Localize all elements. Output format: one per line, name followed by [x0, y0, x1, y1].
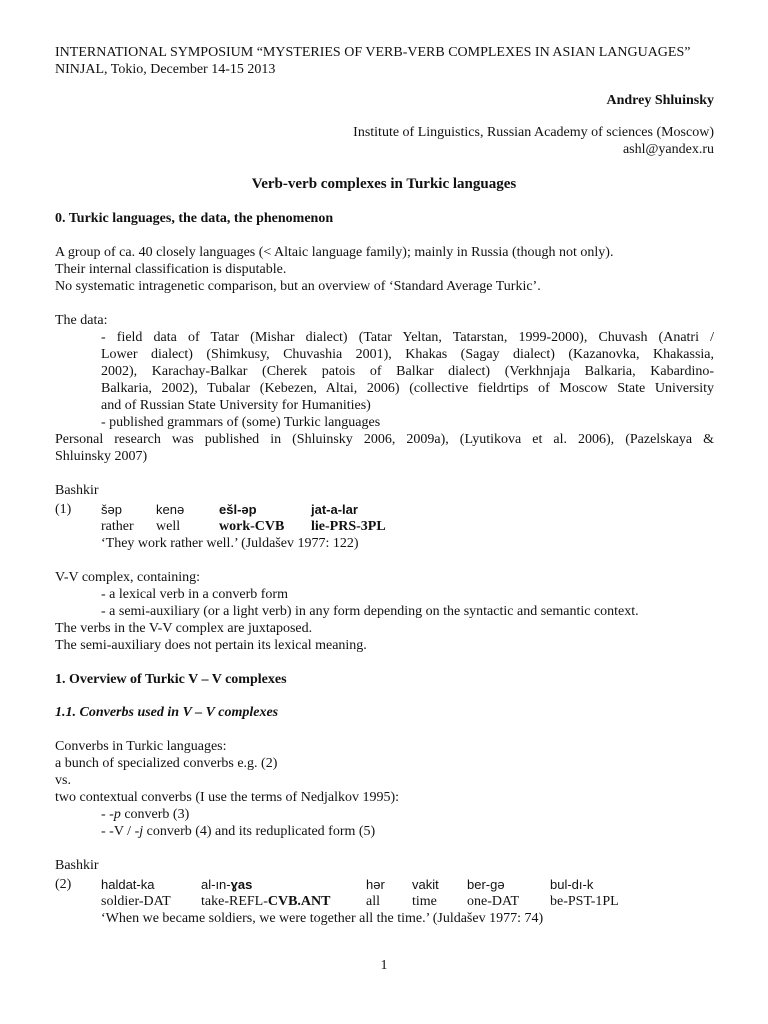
data-line: Lower dialect) (Shimkusy, Chuvashia 2001), Khakas (Sagay dialect) (Kazanovka, Khakassia, [101, 347, 714, 362]
paragraph-line: The verbs in the V-V complex are juxtaposed. [55, 621, 313, 636]
gloss: take-REFL-CVB.ANT [201, 894, 331, 909]
example-word: šəp [101, 502, 122, 517]
example-language: Bashkir [55, 483, 99, 498]
data-label: The data: [55, 313, 108, 328]
list-item: - -V / -j converb (4) and its reduplicated form (5) [101, 824, 376, 839]
gloss: soldier-DAT [101, 894, 171, 909]
example-word: ber-gə [467, 877, 505, 892]
subsection-heading: 1.1. Converbs used in V – V complexes [55, 705, 279, 720]
gloss: all [366, 894, 380, 909]
paragraph-line: Converbs in Turkic languages: [55, 739, 227, 754]
data-line: - published grammars of (some) Turkic languages [101, 415, 381, 430]
example-word: vakit [412, 877, 439, 892]
author-email: ashl@yandex.ru [622, 142, 714, 157]
paragraph-line: vs. [55, 773, 71, 788]
example-word: haldat-ka [101, 877, 155, 892]
gloss: rather [101, 519, 134, 534]
list-item: - -p converb (3) [101, 807, 190, 822]
section-heading: 0. Turkic languages, the data, the phenomenon [55, 211, 334, 226]
example-word: ešl-əp [219, 502, 257, 517]
conference-title: INTERNATIONAL SYMPOSIUM “MYSTERIES OF VERB-VERB COMPLEXES IN ASIAN LANGUAGES” [55, 45, 691, 60]
example-word: hər [366, 877, 385, 892]
paragraph-line: Their internal classification is disputable. [55, 262, 287, 277]
page-number: 1 [380, 958, 388, 973]
author-institute: Institute of Linguistics, Russian Academy of sciences (Moscow) [353, 125, 714, 140]
example-translation: ‘They work rather well.’ (Juldašev 1977: 122) [101, 536, 359, 551]
example-word: kenə [156, 502, 185, 517]
paragraph-line: A group of ca. 40 closely languages (< Altaic language family); mainly in Russia (though not only). [55, 245, 614, 260]
example-number: (2) [55, 877, 72, 892]
paragraph-line: a bunch of specialized converbs e.g. (2) [55, 756, 278, 771]
data-line: and of Russian State University for Humanities) [101, 398, 371, 413]
paragraph-line: Personal research was published in (Shluinsky 2006, 2009a), (Lyutikova et al. 2006), (Pazelskaya & [55, 432, 714, 447]
paragraph-line: No systematic intragenetic comparison, but an overview of ‘Standard Average Turkic’. [55, 279, 541, 294]
gloss: lie-PRS-3PL [311, 519, 386, 534]
gloss: be-PST-1PL [550, 894, 619, 909]
example-language: Bashkir [55, 858, 99, 873]
example-number: (1) [55, 502, 72, 517]
gloss: one-DAT [467, 894, 520, 909]
paragraph-line: The semi-auxiliary does not pertain its lexical meaning. [55, 638, 367, 653]
example-word: bul-dı-k [550, 877, 594, 892]
example-translation: ‘When we became soldiers, we were together all the time.’ (Juldašev 1977: 74) [101, 911, 544, 926]
data-line: 2002), Karachay-Balkar (Cherek patois of Balkar dialect) (Verkhnjaja Balkaria, Kabardino- [101, 364, 714, 379]
list-item: - a lexical verb in a converb form [101, 587, 288, 602]
conference-venue: NINJAL, Tokio, December 14-15 2013 [55, 62, 276, 77]
section-heading: 1. Overview of Turkic V – V complexes [55, 672, 287, 687]
example-word: jat-a-lar [311, 502, 358, 517]
data-line: Balkaria, 2002), Tubalar (Kebezen, Altai, 2006) (collective fieldrtips of Moscow State University [101, 381, 714, 396]
example-word: al-ın-ɣas [201, 877, 253, 892]
paper-title: Verb-verb complexes in Turkic languages [251, 176, 517, 192]
paragraph-line: Shluinsky 2007) [55, 449, 148, 464]
gloss: time [412, 894, 437, 909]
paragraph-line: two contextual converbs (I use the terms of Nedjalkov 1995): [55, 790, 400, 805]
gloss: work-CVB [219, 519, 285, 534]
paragraph-line: V-V complex, containing: [55, 570, 201, 585]
list-item: - a semi-auxiliary (or a light verb) in any form depending on the syntactic and semantic context. [101, 604, 639, 619]
gloss: well [156, 519, 181, 534]
data-line: - field data of Tatar (Mishar dialect) (Tatar Yeltan, Tatarstan, 1999-2000), Chuvash (Anatri / [101, 330, 714, 345]
author-name: Andrey Shluinsky [606, 93, 714, 108]
